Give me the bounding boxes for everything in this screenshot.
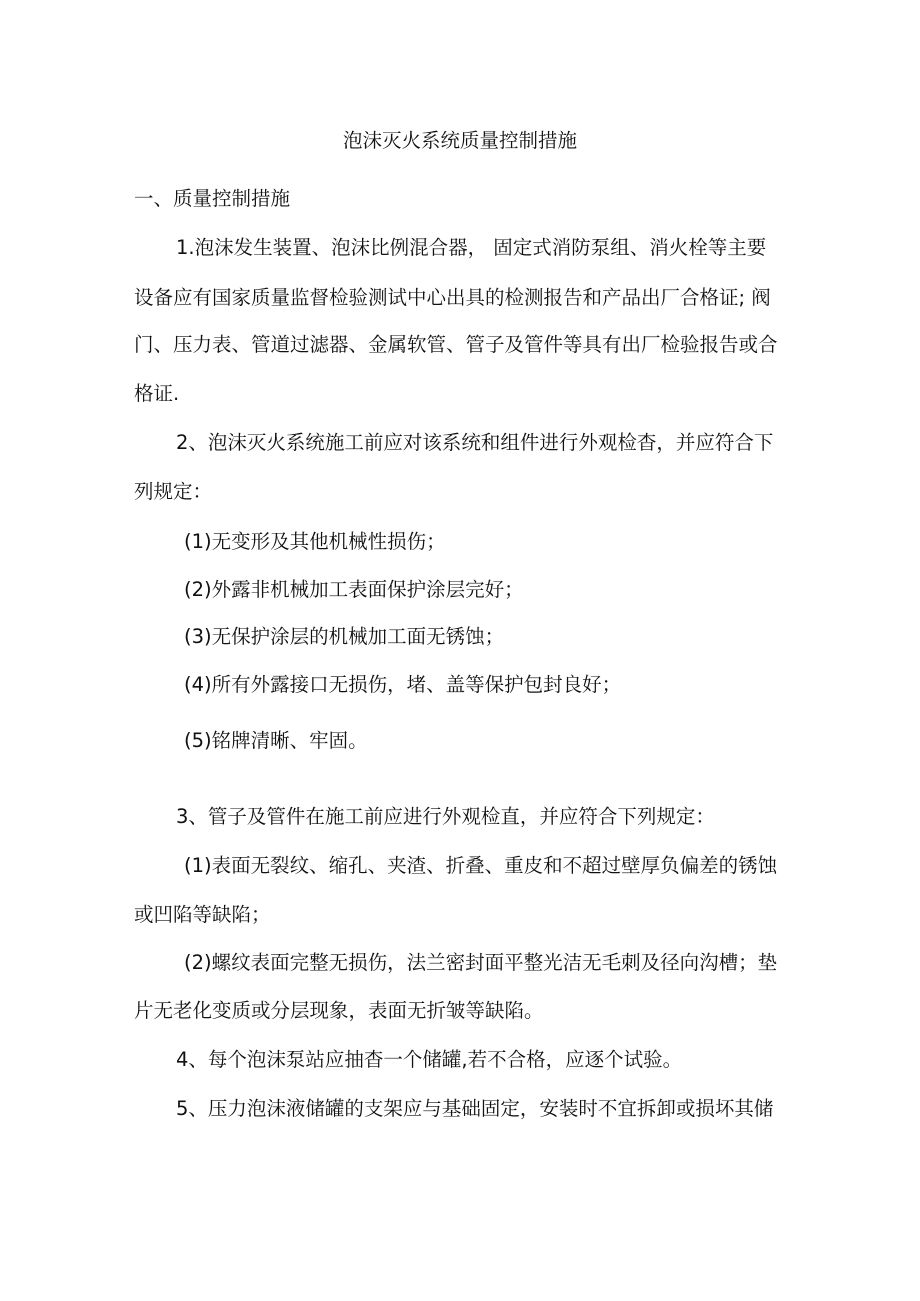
paragraph-line: 3、管子及管件在施工前应进行外观检直，并应符合下列规定：: [176, 805, 715, 828]
paragraph-line: 片无老化变质或分层现象，表面无折皱等缺陷。: [134, 999, 544, 1022]
paragraph-line: 列规定：: [134, 480, 213, 503]
paragraph-line: 格证.: [134, 382, 180, 405]
list-item: (3)无保护涂层的机械加工面无锈蚀；: [184, 625, 505, 648]
paragraph-line: 2、泡沫灭火系统施工前应对该系统和组件进行外观检杳，并应符合下: [176, 431, 774, 454]
list-item: (2)外露非机械加工表面保护涂层完好；: [184, 578, 524, 601]
paragraph-line: 设备应有国家质量监督检验测试中心出具的检测报告和产品出厂合格证; 阀: [134, 286, 771, 309]
paragraph-line: 1.泡沫发生装置、泡沫比例混合器， 固定式消防泵组、消火栓等主要: [176, 236, 767, 259]
paragraph-line: 4、每个泡沫泵站应抽杳一个储罐,若不合格，应逐个试验。: [176, 1048, 683, 1071]
list-item: (1)无变形及其他机械性损伤；: [184, 530, 446, 553]
paragraph-line: 门、压力表、管道过滤器、金属软管、管子及管件等具有出厂检验报告或合: [134, 333, 778, 356]
page-title: 泡沫灭火系统质量控制措施: [342, 129, 577, 152]
list-item: (1)表面无裂纹、缩孔、夹渣、折叠、重皮和不超过壁厚负偏差的锈蚀: [184, 854, 778, 877]
section-heading: 一、质量控制措施: [134, 187, 291, 210]
list-item: (2)螺纹表面完整无损伤，法兰密封面平整光洁无毛刺及径向沟槽；垫: [184, 951, 778, 974]
list-item: (4)所有外露接口无损伤，堵、盖等保护包封良好；: [184, 673, 622, 696]
paragraph-line: 或凹陷等缺陷；: [134, 903, 271, 926]
list-item: (5)铭牌清晰、牢固。: [184, 729, 368, 752]
paragraph-line: 5、压力泡沫液储罐的支架应与基础固定，安装时不宜拆卸或损坏其储: [176, 1097, 774, 1120]
